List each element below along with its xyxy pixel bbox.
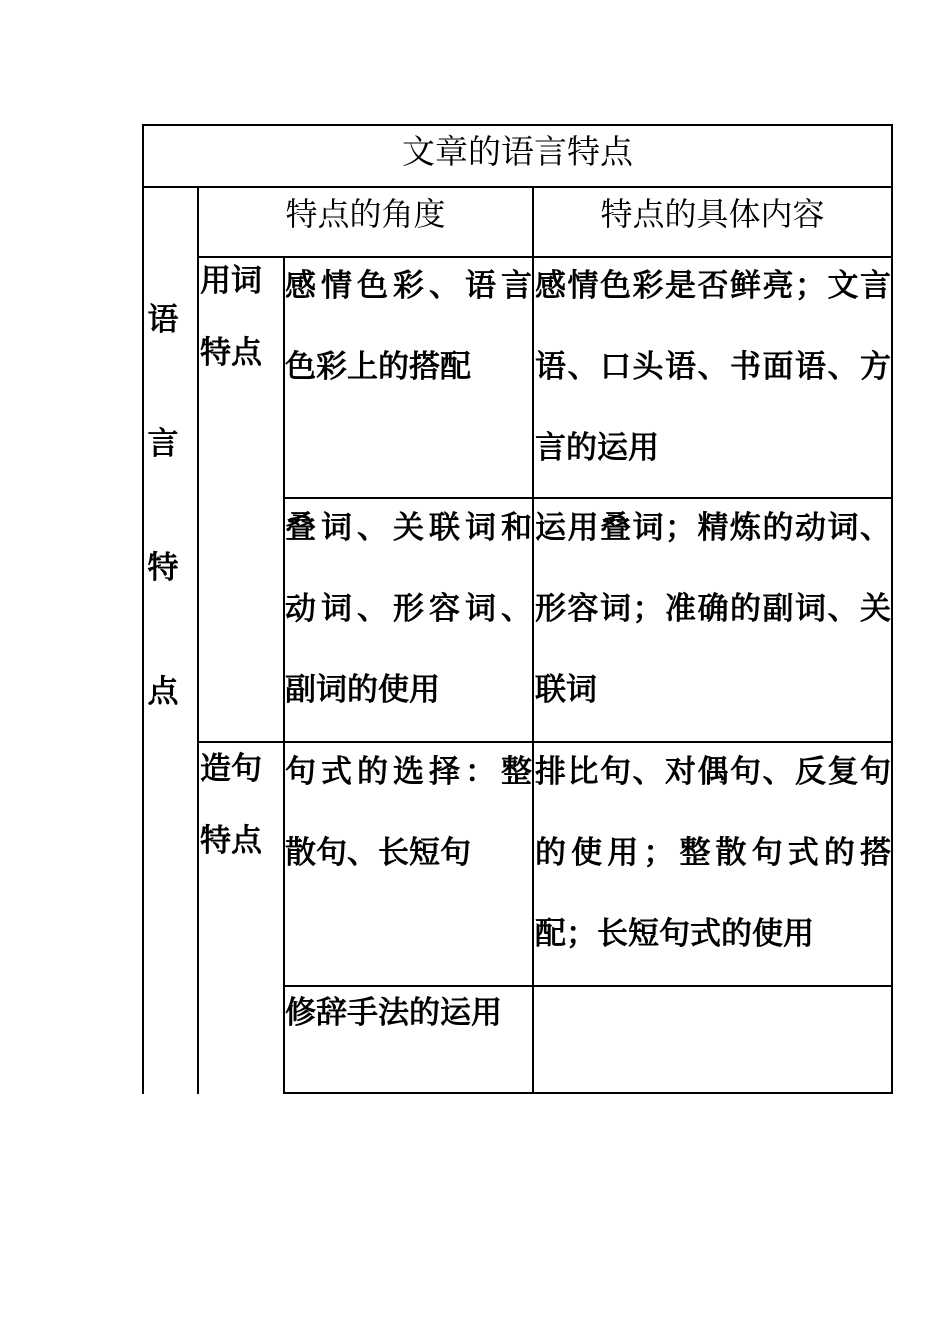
table-title: 文章的语言特点 — [402, 132, 633, 171]
row-content: 排比句、对偶句、反复句的使用；整散句式的搭配；长短句式的使用 — [535, 754, 891, 952]
row-angle: 感情色彩、语言色彩上的搭配 — [285, 268, 532, 385]
category-char: 言 — [147, 426, 179, 462]
category-char: 特 — [147, 550, 179, 586]
group-label-word-choice: 用词特点 — [200, 263, 262, 371]
angle-column-border — [532, 186, 534, 1094]
row-angle: 叠词、关联词和动词、形容词、副词的使用 — [285, 510, 532, 708]
category-char: 点 — [147, 674, 179, 710]
group-label-sentence-making: 造句特点 — [200, 751, 262, 859]
row-angle: 句式的选择：整散句、长短句 — [285, 754, 532, 871]
row-content: 运用叠词；精炼的动词、形容词；准确的副词、关联词 — [535, 510, 891, 708]
table-right-border — [891, 124, 893, 1094]
row-content: 感情色彩是否鲜亮；文言语、口头语、书面语、方言的运用 — [535, 268, 891, 466]
header-content: 特点的具体内容 — [600, 195, 825, 233]
category-char: 语 — [147, 302, 179, 338]
row4-bottom-border — [283, 1092, 893, 1094]
header-angle: 特点的角度 — [285, 195, 446, 233]
category-column-border — [197, 186, 199, 1094]
row-angle: 修辞手法的运用 — [285, 995, 502, 1031]
